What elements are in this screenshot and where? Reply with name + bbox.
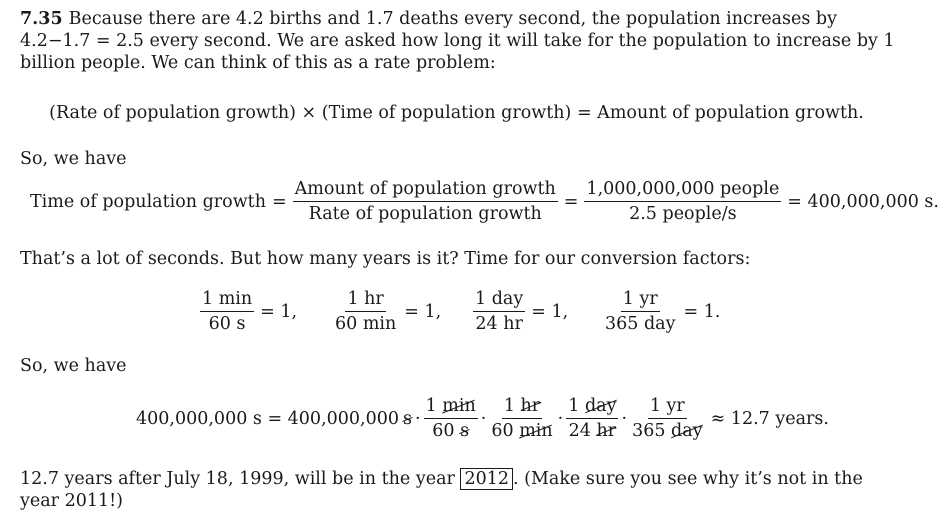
fraction-numerator: 1 hr — [502, 395, 542, 419]
hr-over-min-fraction — [333, 288, 398, 335]
fraction-numerator: 1,000,000,000 people — [584, 178, 781, 202]
fraction-numerator: 1 min — [200, 288, 254, 312]
fraction-numerator: 1 day — [473, 288, 525, 312]
equals-sign: = — [563, 191, 579, 212]
so-we-have-2: So, we have — [20, 356, 127, 376]
fraction-denominator: Rate of population growth — [308, 204, 542, 224]
problem-paragraph — [20, 8, 900, 74]
conversion-intro: That’s a lot of seconds. But how many years is it? Time for our conversion factors: — [20, 249, 751, 269]
day-over-hr-fraction — [473, 288, 525, 335]
problem-number: 7.35 — [20, 9, 63, 29]
multiply-dot: · — [480, 408, 487, 429]
time-result: = 400,000,000 s. — [787, 191, 939, 212]
yr-over-day-fraction — [630, 395, 705, 442]
people-over-rate-fraction — [584, 178, 781, 225]
fraction-denominator: 365 day — [605, 314, 676, 334]
final-text-after: . (Make sure you see why it’s not in the year 2011!) — [20, 469, 863, 511]
problem-text: Because there are 4.2 births and 1.7 deaths every second, the population increases by 4.2−1.7 = 2.5 every second. We are asked how long it will take for the population to increase by 1 billion people. We can think of this as a rate problem: — [20, 9, 895, 73]
equals-one: = 1, — [404, 301, 442, 322]
multiply-dot: · — [414, 408, 421, 429]
fraction-denominator: 60 min — [335, 314, 397, 334]
time-lhs: Time of population growth — [30, 191, 266, 212]
fraction-denominator: 60 min — [491, 421, 553, 441]
fraction-denominator: 24 hr — [475, 314, 523, 334]
min-over-s-fraction — [424, 395, 478, 442]
amount-over-rate-fraction — [293, 178, 558, 225]
multiply-dot: · — [557, 408, 564, 429]
calc-result: ≈ 12.7 years. — [710, 408, 829, 429]
conversion-factor-yr — [603, 288, 726, 335]
final-text-before: 12.7 years after July 18, 1999, will be in the year — [20, 469, 455, 489]
year-calculation — [136, 395, 835, 442]
equals-one: = 1, — [260, 301, 298, 322]
equals-one: = 1. — [683, 301, 721, 322]
calc-lhs: 400,000,000 s = 400,000,000 — [136, 408, 399, 429]
equals-one: = 1, — [531, 301, 569, 322]
equals-sign: = — [272, 191, 287, 212]
conversion-factor-min — [200, 288, 303, 335]
fraction-denominator: 60 s — [432, 421, 470, 441]
fraction-numerator: 1 yr — [648, 395, 687, 419]
conversion-factor-day — [473, 288, 574, 335]
fraction-numerator: 1 day — [566, 395, 618, 419]
fraction-denominator: 60 s — [208, 314, 246, 334]
fraction-denominator: 365 day — [632, 421, 703, 441]
day-over-hr-fraction — [566, 395, 618, 442]
cancelled-s: s — [403, 408, 412, 429]
rate-equation: (Rate of population growth) × (Time of population growth) = Amount of population growth. — [49, 103, 864, 123]
yr-over-day-fraction — [603, 288, 678, 335]
time-equation — [30, 178, 945, 225]
fraction-denominator: 2.5 people/s — [629, 204, 737, 224]
fraction-denominator: 24 hr — [568, 421, 617, 441]
fraction-numerator: 1 hr — [345, 288, 385, 312]
fraction-numerator: 1 min — [424, 395, 478, 419]
min-over-s-fraction — [200, 288, 254, 335]
so-we-have-1: So, we have — [20, 149, 127, 169]
final-answer-line — [20, 468, 900, 512]
multiply-dot: · — [621, 408, 628, 429]
fraction-numerator: Amount of population growth — [293, 178, 558, 202]
fraction-numerator: 1 yr — [621, 288, 660, 312]
boxed-answer: 2012 — [460, 468, 513, 490]
conversion-factor-hr — [333, 288, 447, 335]
hr-over-min-fraction — [489, 395, 554, 442]
